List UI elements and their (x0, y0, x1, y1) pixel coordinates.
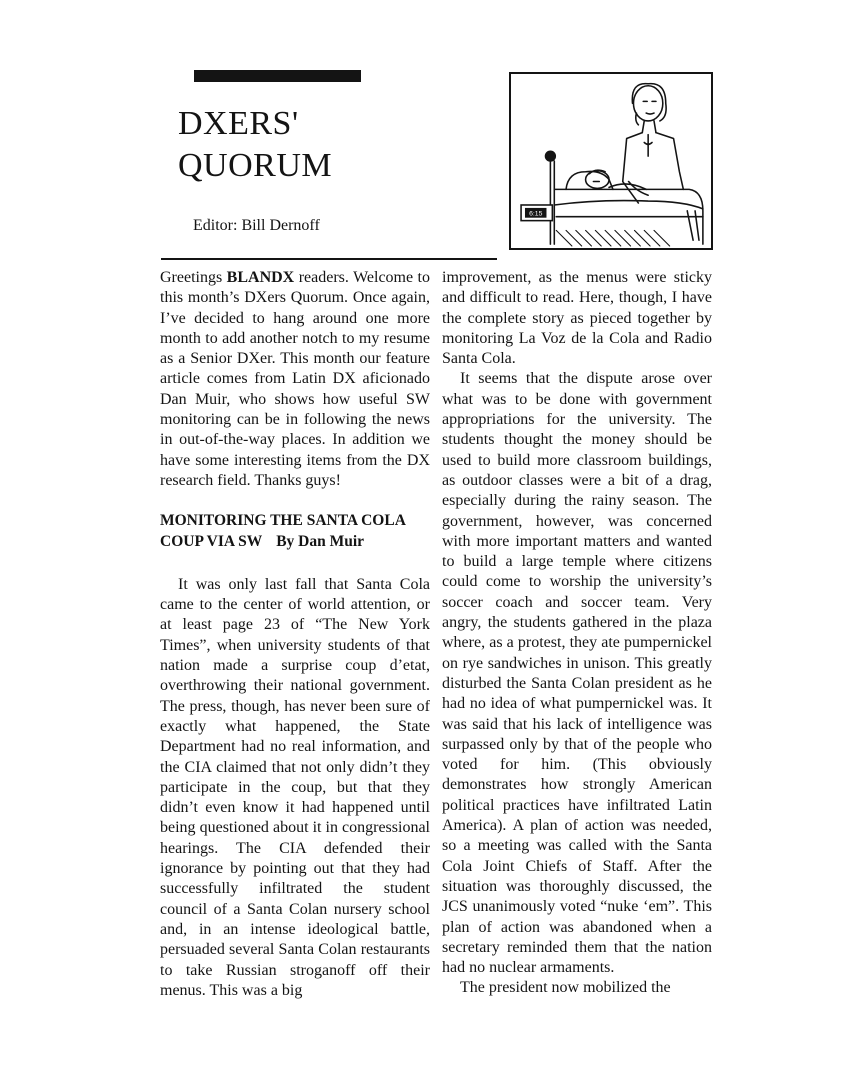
article-paragraph: It seems that the dispute arose over what was to be done with government appropriations for the university. The students thought the money should be used to build more classroom buildings, as outdoor classes were a bit of a drag, especially during the rainy season. The government, however, was concerned with more important matters and wanted to build a large temple where citizens could come to worship the university’s soccer coach and soccer team. Very angry, the students gathered in the plaza where, as a protest, they ate pumpernickel on rye sandwiches in unison. This greatly disturbed the Santa Colan president as he had no idea of what pumpernickel was. It was said that his lack of intelligence was surpassed only by that of the people who voted for him. (This obviously demonstrates how strongly American political practices have infiltrated Latin America). A plan of action was needed, so a meeting was called with the Santa Cola Joint Chiefs of Staff. After the situation was thoroughly discussed, the JCS unanimously voted “nuke ‘em”. This plan of action was abandoned when a secretary reminded them that the nation had no nuclear armaments. (442, 370, 712, 977)
article-column-left (160, 268, 430, 1001)
article-paragraph: It was only last fall that Santa Cola came to the center of world attention, or at least page 23 of “The New York Times”, when university students of that nation made a surprise coup d’etat, overthrowing their national government. The press, though, has never been sure of exactly what happened, the State Department had no real information, and the CIA claimed that not only didn’t they participate in the coup, but that they didn’t even know it had happened until being questioned about it in congressional hearings. The CIA defended their ignorance by pointing out that they had successfully infiltrated the student council of a Santa Colan nursery school and, in an intense ideological battle, persuaded several Santa Colan restaurants to take Russian stroganoff off their menus. This was a big (160, 575, 430, 999)
article-paragraph-continued: improvement, as the menus were sticky and difficult to read. Here, though, I have the complete story as pieced together by monitoring La Voz de la Cola and Radio Santa Cola. (442, 269, 712, 368)
article-byline: By Dan Muir (276, 532, 365, 550)
title-line-2: QUORUM (178, 147, 333, 184)
intro-text: readers. Welcome to this month’s DXers Quorum. Once again, I’ve decided to hang around one more month to add another notch to my resume as a Senior DXer. This month our feature article comes from Latin DX aficionado Dan Muir, who shows how useful SW monitoring can be in following the news in out-of-the-way places. In addition we have some interesting items from the DX research field. Thanks guys! (160, 269, 430, 489)
editor-credit: Editor: Bill Dernoff (193, 217, 320, 234)
header-divider (161, 258, 497, 260)
decorative-bar (194, 70, 361, 82)
article-heading (160, 511, 430, 552)
intro-paragraph (160, 268, 430, 491)
woman-beside-sleeping-man-cartoon-icon (511, 74, 711, 248)
cartoon-illustration (509, 72, 713, 250)
page-title (178, 103, 332, 187)
intro-lead: Greetings (160, 269, 227, 286)
intro-publication-name: BLANDX (226, 269, 295, 286)
article-title: MONITORING THE SANTA COLA COUP VIA SW (160, 512, 406, 550)
title-line-1: DXERS' (178, 105, 299, 142)
article-column-right (442, 268, 712, 999)
clock-display: 6:15 (529, 210, 543, 218)
article-paragraph: The president now mobilized the (460, 979, 671, 997)
